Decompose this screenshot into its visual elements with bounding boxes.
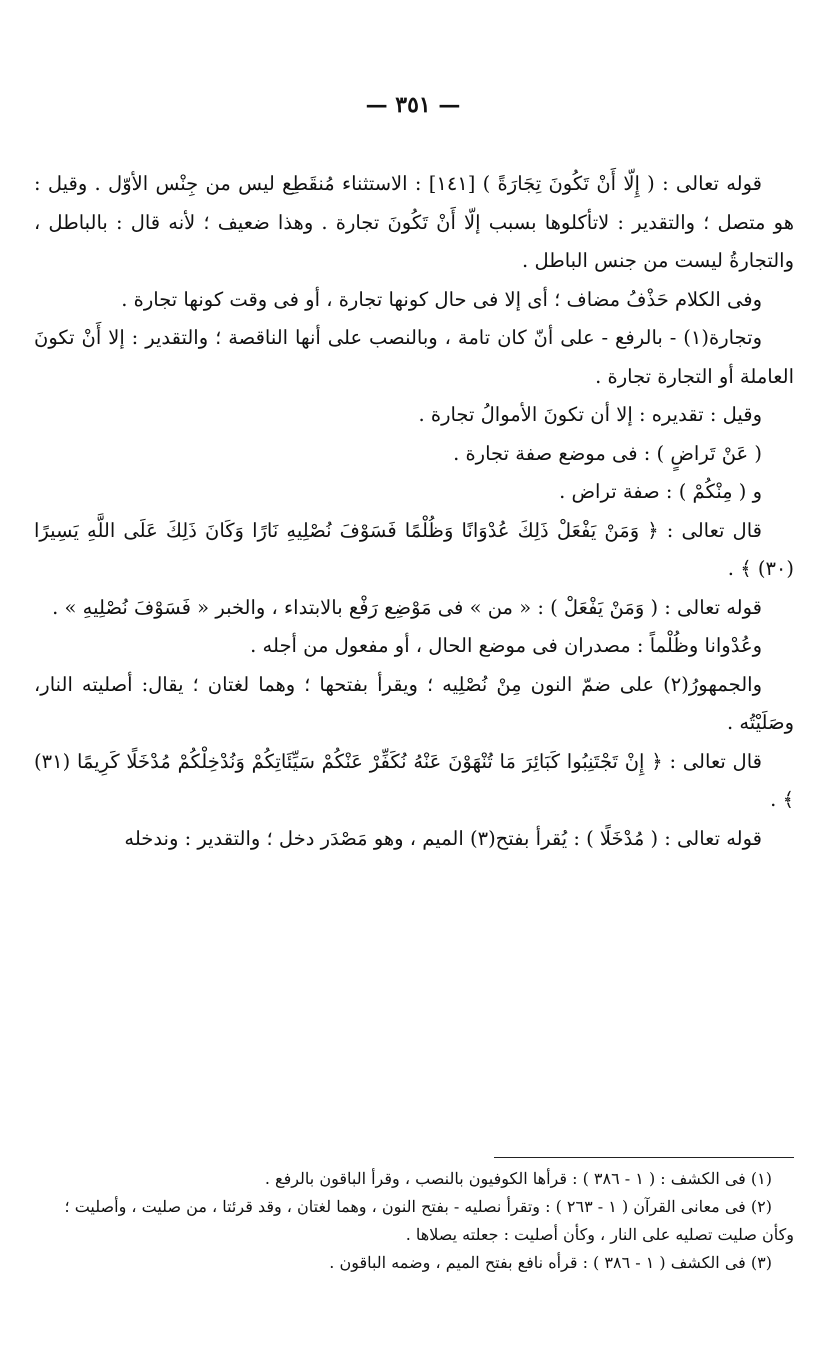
- paragraph-tijara: وتجارة(١) - بالرفع - على أنّ كان تامة ، وبالنصب على أنها الناقصة ؛ والتقدير : إلا أَنْ تكونَ العاملة أو التجارة تجارة .: [34, 326, 794, 388]
- paragraph-udwan: وعُدْوانا وظُلْماً : مصدران فى موضع الحال ، أو مفعول من أجله .: [250, 634, 762, 657]
- footnotes: [34, 1165, 794, 1277]
- footnote-3: (٣) فى الكشف ( ١ - ٣٨٦ ) : قرأه نافع بفتح الميم ، وضمه الباقون .: [329, 1253, 772, 1272]
- paragraph-minkum: و ( مِنْكُمْ ) : صفة تراض .: [559, 480, 762, 503]
- verse-31: قال تعالى : ﴿ إِنْ تَجْتَنِبُوا كَبَائِرَ مَا تُنْهَوْنَ عَنْهُ نُكَفِّرْ عَنْكُمْ سَيِّئَاتِكُمْ وَنُدْخِلْكُمْ مُدْخَلًا كَرِيمًا (٣١) ﴾ .: [34, 749, 794, 811]
- paragraph-exception: قوله تعالى : ( إِلّا أَنْ تَكُونَ تِجَارَةً ) [١٤١] : الاستثناء مُنقَطِع ليس من جِنْس الأوّل . وقيل : هو متصل ؛ والتقدير : لاتأكلوها بسبب إلّا أَنْ تَكُونَ تجارة . وهذا ضعيف ؛ لأنه قال : بالباطل ، والتجارةُ ليست من جنس الباطل .: [34, 172, 794, 272]
- main-text: [34, 165, 794, 858]
- footnote-1: (١) فى الكشف : ( ١ - ٣٨٦ ) : قرأها الكوفيون بالنصب ، وقرأ الباقون بالرفع .: [264, 1169, 772, 1188]
- paragraph-mudkhal: قوله تعالى : ( مُدْخَلًا ) : يُقرأ بفتح(٣) الميم ، وهو مَصْدَر دخل ؛ والتقدير : وندخله: [124, 826, 762, 850]
- paragraph-jumhur: والجمهورُ(٢) على ضمّ النون مِنْ نُصْلِيه ؛ ويقرأ بفتحها ؛ وهما لغتان ؛ يقال: أصليته النار، وصَلَيْتُه .: [34, 672, 794, 734]
- footnote-divider: [494, 1157, 794, 1158]
- verse-30: قال تعالى : ﴿ وَمَنْ يَفْعَلْ ذَلِكَ عُدْوَانًا وَظُلْمًا فَسَوْفَ نُصْلِيهِ نَارًا وَكَانَ ذَلِكَ عَلَى اللَّهِ يَسِيرًا (٣٠) ﴾ .: [34, 518, 794, 580]
- paragraph-taqdir: وقيل : تقديره : إلا أن تكونَ الأموالُ تجارة .: [418, 403, 762, 426]
- paragraph-ellipsis: وفى الكلام حَذْفُ مضاف ؛ أى إلا فى حال كونها تجارة ، أو فى وقت كونها تجارة .: [121, 287, 762, 311]
- page-number: — ٣٥١ —: [365, 92, 461, 118]
- paragraph-man-yafal: قوله تعالى : ( وَمَنْ يَفْعَلْ ) : « من » فى مَوْضِع رَفْع بالابتداء ، والخبر « فَسَوْفَ نُصْلِيهِ » .: [52, 595, 762, 619]
- paragraph-an-taradin: ( عَنْ تَراضٍ ) : فى موضع صفة تجارة .: [453, 441, 762, 465]
- footnote-2: (٢) فى معانى القرآن ( ١ - ٢٦٣ ) : وتقرأ نصليه - بفتح النون ، وهما لغتان ، وقد قرئتا ، من صليت ، وأصليت ؛ وكأن صليت تصليه على النار ، وكأن أصليت : جعلته يصلاها .: [64, 1197, 794, 1244]
